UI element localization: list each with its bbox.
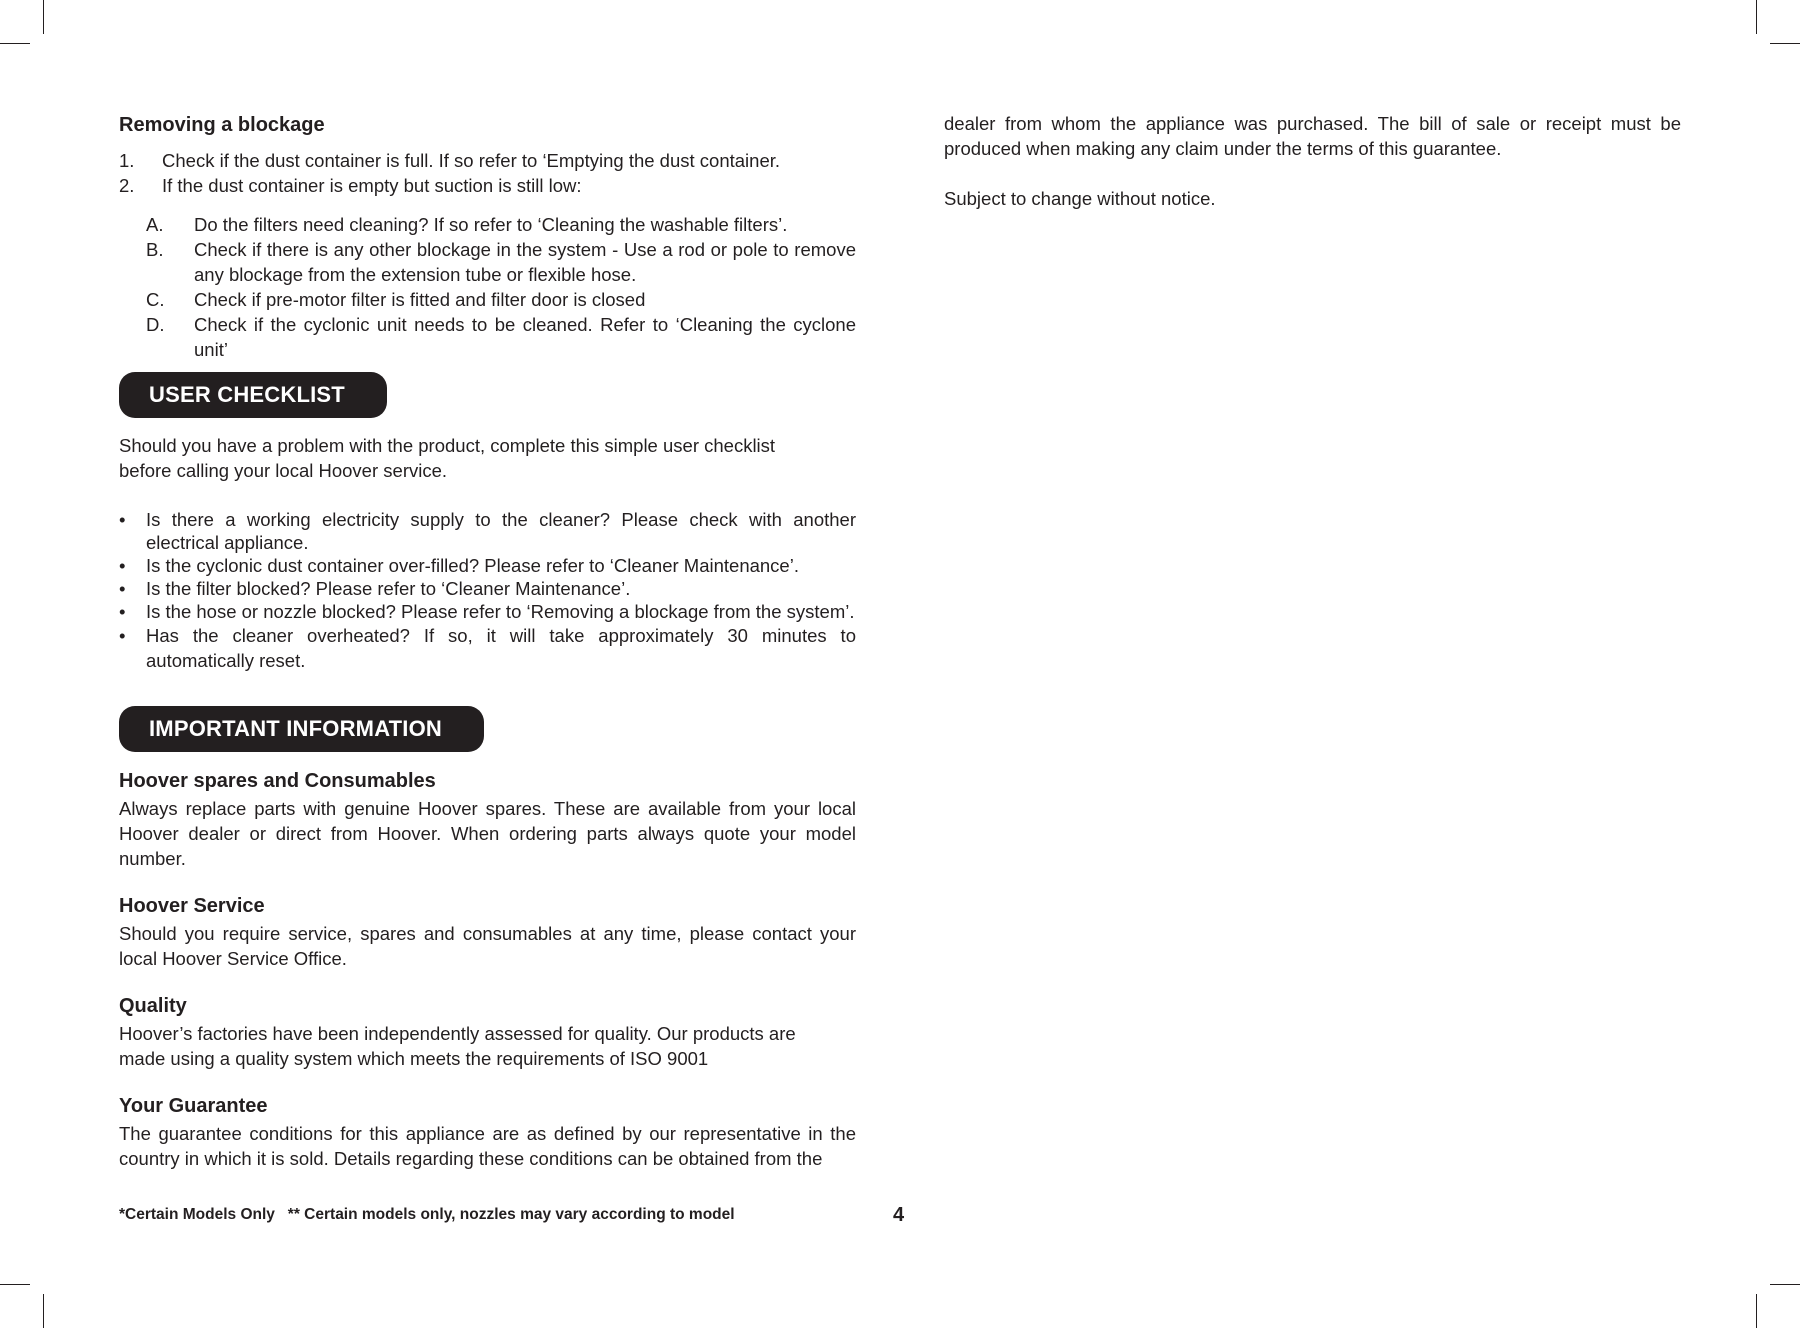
list-item — [119, 600, 856, 623]
list-item — [119, 623, 856, 673]
sub-step-text: Check if pre-motor filter is fitted and filter door is closed — [194, 289, 646, 310]
section-heading: Hoover spares and Consumables — [119, 770, 436, 792]
crop-mark — [1756, 1294, 1757, 1328]
section-text-line: Hoover’s factories have been independently assessed for quality. Our products are — [119, 1023, 796, 1044]
list-item — [119, 312, 856, 362]
crop-mark — [0, 43, 30, 44]
section-text: The guarantee conditions for this appliance are as defined by our representative in the country in which it is sold. Details regarding these conditions can be obtained from the — [119, 1123, 856, 1169]
left-column — [119, 111, 856, 1171]
crop-mark — [1770, 43, 1800, 44]
list-item — [119, 212, 856, 237]
list-item — [119, 237, 856, 287]
section-text — [119, 1021, 856, 1071]
step-text: If the dust container is empty but suction is still low: — [162, 175, 582, 196]
section-heading: Your Guarantee — [119, 1095, 268, 1117]
checklist-item-text: Has the cleaner overheated? If so, it will take approximately 30 minutes to automatically reset. — [146, 625, 856, 671]
sub-step-text: Do the filters need cleaning? If so refer to ‘Cleaning the washable filters’. — [194, 214, 788, 235]
crop-mark — [1756, 0, 1757, 34]
checklist-item-text: Is the filter blocked? Please refer to ‘Cleaner Maintenance’. — [146, 578, 631, 599]
crop-mark — [43, 0, 44, 34]
checklist-item-text: Is there a working electricity supply to the cleaner? Please check with another electrical appliance. — [146, 509, 856, 553]
crop-mark — [43, 1294, 44, 1328]
checklist-item-text: Is the hose or nozzle blocked? Please refer to ‘Removing a blockage from the system’. — [146, 601, 855, 622]
change-notice: Subject to change without notice. — [944, 188, 1216, 209]
list-item — [119, 148, 856, 173]
checklist-item-text: Is the cyclonic dust container over-filled? Please refer to ‘Cleaner Maintenance’. — [146, 555, 799, 576]
sub-step-letter: B. — [146, 239, 164, 260]
info-section — [119, 891, 856, 971]
removing-blockage-heading: Removing a blockage — [119, 114, 325, 136]
list-item — [119, 287, 856, 312]
bullet: • — [119, 578, 126, 599]
blockage-steps — [119, 148, 856, 198]
step-number: 2. — [119, 175, 135, 196]
list-item — [119, 173, 856, 198]
step-number: 1. — [119, 150, 135, 171]
user-checklist-title: USER CHECKLIST — [119, 372, 387, 418]
sub-step-letter: D. — [146, 314, 165, 335]
guarantee-continued: dealer from whom the appliance was purchased. The bill of sale or receipt must be produced when making any claim under the terms of this guarantee. — [944, 113, 1681, 159]
step-text: Check if the dust container is full. If so refer to ‘Emptying the dust container. — [162, 150, 781, 171]
info-section — [119, 991, 856, 1071]
section-text-line: made using a quality system which meets the requirements of ISO 9001 — [119, 1048, 709, 1069]
crop-mark — [0, 1284, 30, 1285]
checklist-intro — [119, 433, 856, 483]
sub-step-text: Check if the cyclonic unit needs to be cleaned. Refer to ‘Cleaning the cyclone unit’ — [194, 314, 856, 360]
blockage-sub-steps — [119, 212, 856, 362]
info-section — [119, 1091, 856, 1171]
page-number: 4 — [893, 1204, 905, 1226]
section-heading: Hoover Service — [119, 895, 265, 917]
checklist-intro-line: Should you have a problem with the product, complete this simple user checklist — [119, 435, 776, 456]
bullet: • — [119, 601, 126, 622]
bullet: • — [119, 625, 126, 646]
list-item — [119, 508, 856, 554]
section-text: Should you require service, spares and consumables at any time, please contact your local Hoover Service Office. — [119, 923, 856, 969]
important-information-title: IMPORTANT INFORMATION — [119, 706, 484, 752]
checklist-items — [119, 508, 856, 673]
sub-step-letter: A. — [146, 214, 164, 235]
right-column — [944, 111, 1681, 211]
info-section — [119, 766, 856, 871]
checklist-intro-line: before calling your local Hoover service. — [119, 460, 448, 481]
list-item — [119, 554, 856, 577]
section-text: Always replace parts with genuine Hoover spares. These are available from your local Hoover dealer or direct from Hoover. When ordering parts always quote your model number. — [119, 798, 856, 869]
bullet: • — [119, 509, 126, 530]
bullet: • — [119, 555, 126, 576]
crop-mark — [1770, 1284, 1800, 1285]
list-item — [119, 577, 856, 600]
section-heading: Quality — [119, 995, 187, 1017]
sub-step-text: Check if there is any other blockage in the system - Use a rod or pole to remove any blockage from the extension tube or flexible hose. — [194, 239, 856, 285]
footnote: *Certain Models Only ** Certain models only, nozzles may vary according to model — [119, 1206, 735, 1223]
sub-step-letter: C. — [146, 289, 165, 310]
